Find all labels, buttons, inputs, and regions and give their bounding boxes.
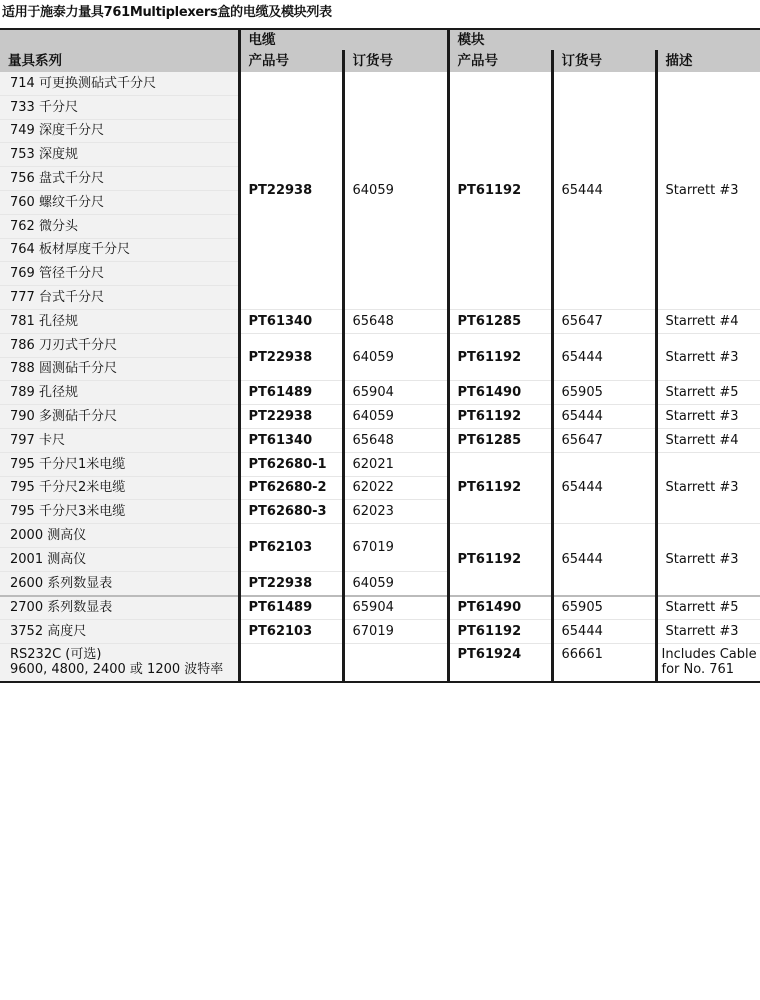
- table-row: [0, 405, 760, 429]
- module-order-no: 65444: [552, 405, 656, 429]
- cable-product-no: PT62103: [239, 620, 343, 644]
- cable-order-no: [343, 644, 448, 682]
- cable-order-no: 62023: [343, 500, 448, 524]
- series-cell: 733 千分尺: [0, 95, 239, 119]
- header-cable-product-no: 产品号: [239, 50, 343, 72]
- table-row: [0, 381, 760, 405]
- cable-product-no: PT22938: [239, 405, 343, 429]
- series-cell: 2600 系列数显表: [0, 571, 239, 595]
- compatibility-table: [0, 28, 760, 683]
- module-order-no: 65647: [552, 428, 656, 452]
- series-cell: 769 管径千分尺: [0, 262, 239, 286]
- header-blank: [0, 29, 239, 50]
- description-cell: Includes Cable for No. 761: [656, 644, 760, 682]
- module-product-no: PT61490: [448, 596, 552, 620]
- series-cell: [0, 644, 239, 682]
- module-order-no: 65444: [552, 524, 656, 596]
- series-cell: 790 多测砧千分尺: [0, 405, 239, 429]
- header-module-group: 模块: [448, 29, 760, 50]
- module-product-no: PT61490: [448, 381, 552, 405]
- description-cell: Starrett #3: [656, 72, 760, 309]
- cable-order-no: 64059: [343, 571, 448, 595]
- cable-order-no: 62022: [343, 476, 448, 500]
- module-order-no: 65647: [552, 309, 656, 333]
- description-cell: Starrett #5: [656, 381, 760, 405]
- header-module-order-no: 订货号: [552, 50, 656, 72]
- series-cell: 2700 系列数显表: [0, 596, 239, 620]
- description-cell: Starrett #3: [656, 620, 760, 644]
- cable-product-no: PT22938: [239, 571, 343, 595]
- module-product-no: PT61192: [448, 524, 552, 596]
- table-row: [0, 620, 760, 644]
- series-cell: 2000 测高仪: [0, 524, 239, 548]
- series-cell: 795 千分尺1米电缆: [0, 452, 239, 476]
- cable-product-no: PT61489: [239, 596, 343, 620]
- module-product-no: PT61192: [448, 333, 552, 381]
- series-cell: 795 千分尺2米电缆: [0, 476, 239, 500]
- header-description: 描述: [656, 50, 760, 72]
- cable-order-no: 67019: [343, 620, 448, 644]
- table-row: [0, 309, 760, 333]
- header-module-product-no: 产品号: [448, 50, 552, 72]
- description-cell: Starrett #4: [656, 309, 760, 333]
- module-product-no: PT61192: [448, 620, 552, 644]
- description-cell: Starrett #3: [656, 452, 760, 523]
- series-cell: 760 螺纹千分尺: [0, 190, 239, 214]
- table-row: [0, 72, 760, 95]
- series-cell: 753 深度规: [0, 143, 239, 167]
- description-cell: Starrett #4: [656, 428, 760, 452]
- series-line-1: RS232C (可选): [10, 647, 102, 663]
- module-product-no: PT61285: [448, 309, 552, 333]
- table-row: [0, 596, 760, 620]
- series-cell: 3752 高度尺: [0, 620, 239, 644]
- module-order-no: 66661: [552, 644, 656, 682]
- cable-product-no: PT22938: [239, 72, 343, 309]
- cable-order-no: 65648: [343, 428, 448, 452]
- cable-order-no: 64059: [343, 333, 448, 381]
- series-cell: 786 刀刃式千分尺: [0, 333, 239, 357]
- series-cell: 781 孔径规: [0, 309, 239, 333]
- module-order-no: 65444: [552, 72, 656, 309]
- module-product-no: PT61924: [448, 644, 552, 682]
- module-product-no: PT61192: [448, 72, 552, 309]
- module-order-no: 65444: [552, 333, 656, 381]
- header-cable-group: 电缆: [239, 29, 448, 50]
- table-row: [0, 644, 760, 682]
- cable-order-no: 62021: [343, 452, 448, 476]
- series-cell: 788 圆测砧千分尺: [0, 357, 239, 381]
- header-cable-order-no: 订货号: [343, 50, 448, 72]
- description-cell: Starrett #3: [656, 405, 760, 429]
- cable-product-no: PT62680-1: [239, 452, 343, 476]
- cable-order-no: 67019: [343, 524, 448, 572]
- module-order-no: 65905: [552, 381, 656, 405]
- table-row: [0, 428, 760, 452]
- cable-product-no: PT62103: [239, 524, 343, 572]
- series-cell: 749 深度千分尺: [0, 119, 239, 143]
- series-cell: 795 千分尺3米电缆: [0, 500, 239, 524]
- cable-product-no: PT61340: [239, 428, 343, 452]
- cable-order-no: 64059: [343, 72, 448, 309]
- series-cell: 756 盘式千分尺: [0, 167, 239, 191]
- module-order-no: 65905: [552, 596, 656, 620]
- cable-product-no: PT62680-3: [239, 500, 343, 524]
- module-product-no: PT61192: [448, 405, 552, 429]
- module-product-no: PT61192: [448, 452, 552, 523]
- cable-order-no: 64059: [343, 405, 448, 429]
- cable-order-no: 65904: [343, 381, 448, 405]
- table-row: [0, 333, 760, 357]
- series-cell: 714 可更换测砧式千分尺: [0, 72, 239, 95]
- cable-product-no: PT62680-2: [239, 476, 343, 500]
- module-order-no: 65444: [552, 620, 656, 644]
- module-order-no: 65444: [552, 452, 656, 523]
- cable-product-no: PT22938: [239, 333, 343, 381]
- series-line-2: 9600, 4800, 2400 或 1200 波特率: [10, 662, 224, 678]
- header-series: 量具系列: [0, 50, 239, 72]
- cable-product-no: PT61489: [239, 381, 343, 405]
- table-row: [0, 524, 760, 548]
- series-cell: 777 台式千分尺: [0, 286, 239, 310]
- description-cell: Starrett #5: [656, 596, 760, 620]
- series-cell: 2001 测高仪: [0, 547, 239, 571]
- series-cell: 764 板材厚度千分尺: [0, 238, 239, 262]
- cable-product-no: [239, 644, 343, 682]
- series-cell: 762 微分头: [0, 214, 239, 238]
- description-cell: Starrett #3: [656, 524, 760, 596]
- module-product-no: PT61285: [448, 428, 552, 452]
- table-row: [0, 452, 760, 476]
- cable-order-no: 65648: [343, 309, 448, 333]
- series-cell: 789 孔径规: [0, 381, 239, 405]
- cable-order-no: 65904: [343, 596, 448, 620]
- page-title: 适用于施泰力量具761Multiplexers盒的电缆及模块列表: [2, 5, 332, 20]
- description-cell: Starrett #3: [656, 333, 760, 381]
- cable-product-no: PT61340: [239, 309, 343, 333]
- series-cell: 797 卡尺: [0, 428, 239, 452]
